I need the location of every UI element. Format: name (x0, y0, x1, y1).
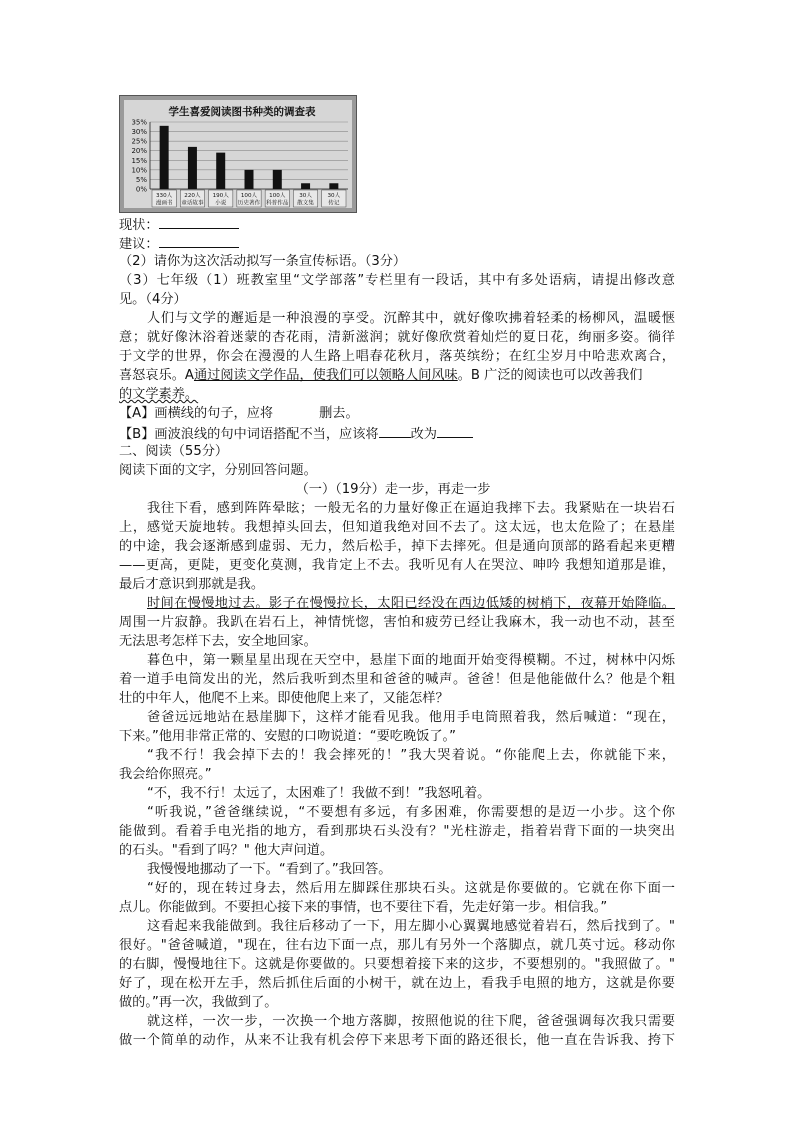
article-title-text: （一）（19分）走一步，再走一步 (295, 482, 491, 497)
story-line: 做一个简单的动作，从来不让我有机会停下来思考下面的路还很长，他一直在告诉我、挎下 (119, 1033, 675, 1048)
count-label: 30人 (299, 193, 312, 199)
answer-a-label: 【A】画横线的句子，应将 (119, 406, 274, 421)
sentence-a-underlined: 通过阅读文学作品，使我们可以领略人间风味 (193, 368, 458, 383)
story-line: 能做到。看着手电光指的地方，看到那块石头没有？"光柱游走，指着岩背下面的一块突出 (119, 824, 675, 839)
story-line: 的中途，我会逐渐感到虚弱、无力，然后松手，掉下去摔死。但是通向顶部的路看起来更糟 (119, 539, 675, 554)
story-line: 做的。”再一次，我做到了。 (119, 995, 278, 1010)
count-label: 330人 (156, 193, 173, 199)
survey-chart (119, 95, 357, 213)
story-line: 无法思考怎样下去，安全地回家。 (119, 634, 317, 649)
passage-text: 。B 广泛的阅读也可以改善我们 (457, 368, 643, 383)
category-label: 传记 (328, 200, 340, 207)
question-3-cont: 见。（4分） (119, 292, 187, 307)
y-tick-label: 15% (131, 156, 147, 165)
bar (245, 170, 254, 189)
bar (329, 183, 338, 189)
y-tick-label: 0% (135, 185, 147, 194)
passage-line (119, 386, 675, 404)
count-label: 30人 (327, 193, 341, 199)
story-line: 这看起来我能做到。我往后移动了一下，用左脚小心翼翼地感觉着岩石，然后找到了。" (147, 919, 675, 934)
category-label: 散文集 (297, 200, 314, 207)
article-title (119, 481, 675, 499)
answer-a-suffix: 删去。 (319, 406, 359, 421)
y-tick-label: 35% (131, 118, 147, 127)
story-line: 很好。"爸爸喊道，"现在，往右边下面一点，那儿有另外一个落脚点，就几英寸远。移动你 (119, 938, 675, 953)
story-line: 上，感觉天旋地转。我想掉头回去，但知道我绝对回不去了。这太远，也太危险了；在悬崖 (119, 520, 675, 535)
story-line: 爸爸远远地站在悬崖脚下，这样才能看见我。他用手电筒照着我，然后喊道：“现在， (147, 710, 675, 725)
passage-paragraph: 人们与文学的邂逅是一种浪漫的享受。沉醉其中，就好像吹拂着轻柔的杨柳风，温暖惬 (147, 311, 675, 326)
passage-line: 意；就好像沐浴着迷蒙的杏花雨，清新滋润；就好像欣赏着灿烂的夏日花，绚丽多姿。徜徉 (119, 330, 675, 345)
answer-b-blank-2[interactable] (437, 424, 473, 438)
chart-title: 学生喜爱阅读图书种类的调查表 (168, 106, 316, 118)
answer-b (119, 424, 675, 444)
story-underlined-line: 时间在慢慢地过去。影子在慢慢拉长，太阳已经没在西边低矮的树梢下，夜幕开始降临。 (147, 596, 675, 611)
passage-text: 喜怒哀乐。A (119, 368, 194, 383)
count-label: 190人 (212, 193, 229, 199)
question-3: （3）七年级（1）班教室里“文学部落”专栏里有一段话，其中有多处语病，请提出修改意 (119, 273, 675, 288)
answer-b-label: 【B】画波浪线的句中词语搭配不当，应该将 (119, 427, 379, 442)
passage-line: 于文学的世界，你会在漫漫的人生路上唱春花秋月，落英缤纷；在红尘岁月中哈悲欢离合， (119, 349, 675, 364)
instructions: 阅读下面的文字，分别回答问题。 (119, 463, 317, 478)
category-label: 科普作品 (266, 200, 289, 207)
story-line: 我会给你照亮。” (119, 767, 212, 782)
y-tick-label: 5% (135, 175, 147, 184)
story-line: “听我说，”爸爸继续说，“不要想有多远，有多困难，你需要想的是迈一小步。这个你 (147, 805, 675, 820)
story-line: ——更高，更陡，更变化莫测，我肯定上不去。我听见有人在哭泣、呻吟 我想知道那是谁， (119, 558, 675, 573)
story-line: “我不行！我会掉下去的！我会摔死的！”我大哭着说。“你能爬上去，你就能下来， (147, 748, 675, 763)
story-line: 我慢慢地挪动了一下。“看到了。”我回答。 (147, 862, 392, 877)
category-label: 童话故事 (181, 200, 204, 207)
story-line: “好的，现在转过身去，然后用左脚踩住那块石头。这就是你要做的。它就在你下面一 (147, 881, 675, 896)
suggestion-line (119, 234, 675, 254)
bar (273, 170, 282, 189)
bar (216, 153, 225, 189)
answer-b-mid: 改为 (410, 427, 437, 442)
question-2: （2）请你为这次活动拟写一条宣传标语。（3分） (119, 254, 407, 269)
story-line: 周围一片寂静。我趴在岩石上，神情恍惚，害怕和疲劳已经让我麻木，我一动也不动，甚至 (119, 615, 675, 630)
story-line: 暮色中，第一颗星星出现在天空中，悬崖下面的地面开始变得模糊。不过，树林中闪烁 (147, 653, 675, 668)
story-line: 壮的中年人，他爬不上来。即使他爬上来了，又能怎样？ (119, 691, 449, 706)
status-line (119, 215, 675, 235)
story-line: 的右脚，慢慢地往下。这就是你要做的。只要想着接下来的这步，不要想别的。"我照做了。" (119, 957, 675, 972)
sentence-b-wavy: 的文学素养。 (119, 387, 199, 402)
count-label: 100人 (269, 193, 286, 199)
story-line: 着一道手电筒发出的光，然后我听到杰里和爸爸的喊声。爸爸！但是他能做什么？他是个粗 (119, 672, 675, 687)
story-line: 最后才意识到那就是我。 (119, 577, 265, 592)
section-heading: 二、阅读（55分） (119, 444, 229, 459)
suggestion-answer-blank[interactable] (159, 234, 239, 248)
y-tick-label: 20% (131, 147, 147, 156)
status-label: 现状： (119, 218, 159, 233)
category-label: 历史著作 (237, 200, 261, 207)
story-line: 的石头。"看到了吗？" 他大声问道。 (119, 843, 334, 858)
count-label: 220人 (184, 193, 201, 199)
count-label: 100人 (240, 193, 258, 199)
answer-b-blank-1[interactable] (379, 424, 411, 438)
story-line: 好了，现在松开左手，然后抓住后面的小树干，就在边上，看我手电照的地方，这就是你要 (119, 976, 675, 991)
status-answer-blank[interactable] (159, 215, 239, 229)
bar (188, 147, 197, 189)
story-line: “不，我不行！太远了，太困难了！我做不到！”我怒吼着。 (147, 786, 491, 801)
category-label: 小说 (215, 200, 227, 207)
story-line: 点儿。你能做到。不要担心接下来的事情，也不要往下看，先走好第一步。相信我。” (119, 900, 608, 915)
suggestion-label: 建议： (119, 237, 159, 252)
story-line: 我往下看，感到阵阵晕眩；一般无名的力量好像正在逼迫我摔下去。我紧贴在一块岩石 (147, 501, 675, 516)
bar-chart (124, 100, 352, 208)
bar (301, 183, 310, 189)
story-line: 就这样，一次一步，一次换一个地方落脚，按照他说的往下爬，爸爸强调每次我只需要 (147, 1014, 675, 1029)
bar (160, 126, 169, 189)
passage-line (119, 367, 675, 385)
story-line: 下来。”他用非常正常的、安慰的口吻说道：“要吃晚饭了。” (119, 729, 456, 744)
category-label: 漫画书 (155, 200, 173, 207)
y-tick-label: 30% (131, 128, 147, 137)
y-tick-label: 10% (131, 166, 147, 175)
y-tick-label: 25% (131, 137, 147, 146)
answer-a (119, 405, 675, 423)
